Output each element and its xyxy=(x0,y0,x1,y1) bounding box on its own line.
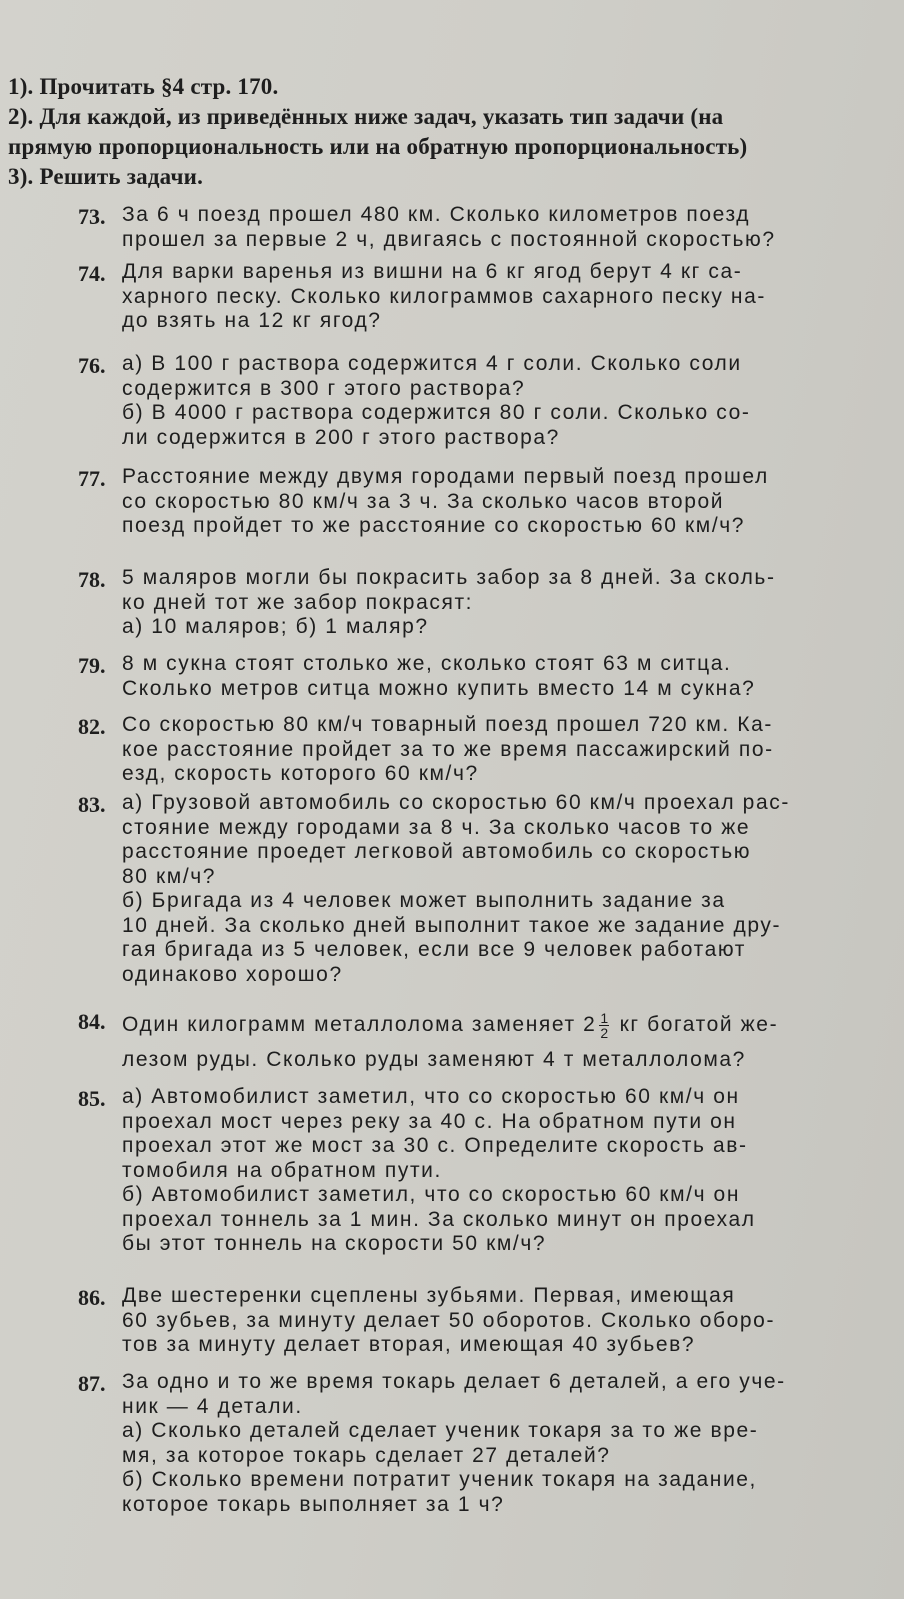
task-number: 86. xyxy=(78,1285,106,1310)
task-line: Со скоростью 80 км/ч товарный поезд прошел 720 км. Ка- xyxy=(122,713,773,736)
task-line: Для варки варенья из вишни на 6 кг ягод берут 4 кг са- xyxy=(122,260,743,283)
task-text xyxy=(122,465,882,539)
task-text xyxy=(122,1008,882,1073)
task-line: поезд пройдет то же расстояние со скоростью 60 км/ч? xyxy=(122,514,746,537)
task-text xyxy=(122,203,882,252)
task-line: а) В 100 г раствора содержится 4 г соли. Сколько соли xyxy=(122,352,742,375)
task-line: содержится в 300 г этого раствора? xyxy=(122,376,526,400)
task-line: б) Бригада из 4 человек может выполнить задание за xyxy=(122,889,726,912)
task-line: б) В 4000 г раствора содержится 80 г соли. Сколько со- xyxy=(122,401,751,424)
task-number: 74. xyxy=(78,261,106,286)
task-line: Две шестеренки сцеплены зубьями. Первая, имеющая xyxy=(122,1284,736,1307)
instruction-2-cont: прямую пропорциональность или на обратную пропорциональность) xyxy=(8,134,748,159)
task-line: Сколько метров ситца можно купить вместо 14 м сукна? xyxy=(122,676,756,700)
task-text xyxy=(122,260,882,334)
task-line: со скоростью 80 км/ч за 3 ч. За сколько часов второй xyxy=(122,489,725,513)
task-line: бы этот тоннель на скорости 50 км/ч? xyxy=(122,1232,547,1255)
task-number: 85. xyxy=(78,1086,106,1111)
task-number: 83. xyxy=(78,792,106,817)
task-number: 84. xyxy=(78,1009,106,1034)
task-line: б) Автомобилист заметил, что со скоростью 60 км/ч он xyxy=(122,1183,741,1206)
task-line: томобиля на обратном пути. xyxy=(122,1158,442,1182)
task-text xyxy=(122,566,882,640)
task-line: проехал мост через реку за 40 с. На обратном пути он xyxy=(122,1109,737,1133)
task-line: одинаково хорошо? xyxy=(122,962,343,986)
task-line: 8 м сукна стоят столько же, сколько стоят 63 м ситца. xyxy=(122,652,732,675)
task-line: ли содержится в 200 г этого раствора? xyxy=(122,425,560,449)
instruction-2: 2). Для каждой, из приведённых ниже задач, указать тип задачи (на xyxy=(8,104,724,129)
task-line: проехал этот же мост за 30 с. Определите скорость ав- xyxy=(122,1134,748,1157)
task-line: а) Автомобилист заметил, что со скоростью 60 км/ч он xyxy=(122,1085,740,1108)
task-line-part: Один килограмм металлолома заменяет 2 xyxy=(122,1013,597,1036)
task-line: мя, за которое токарь сделает 27 деталей? xyxy=(122,1443,611,1467)
assignment-header xyxy=(8,72,898,192)
task-line: ник — 4 детали. xyxy=(122,1394,303,1418)
task-line: стояние между городами за 8 ч. За сколько часов то же xyxy=(122,815,751,839)
task-line: 5 маляров могли бы покрасить забор за 8 дней. За сколь- xyxy=(122,566,776,589)
task-text xyxy=(122,791,882,987)
task-number: 76. xyxy=(78,353,106,378)
task-text xyxy=(122,1370,882,1517)
task-line: до взять на 12 кг ягод? xyxy=(122,309,382,332)
task-line-part: кг богатой же- xyxy=(619,1013,779,1036)
task-text xyxy=(122,652,882,701)
task-line: а) Грузовой автомобиль со скоростью 60 км/ч проехал рас- xyxy=(122,791,790,814)
task-line: За 6 ч поезд прошел 480 км. Сколько километров поезд xyxy=(122,203,751,226)
task-number: 78. xyxy=(78,567,106,592)
task-text xyxy=(122,1284,882,1358)
instruction-1: 1). Прочитать §4 стр. 170. xyxy=(8,74,279,99)
task-number: 87. xyxy=(78,1371,106,1396)
fraction-one-half xyxy=(599,1011,609,1040)
task-text xyxy=(122,713,882,787)
task-line: ко дней тот же забор покрасят: xyxy=(122,590,474,614)
task-line: 80 км/ч? xyxy=(122,864,217,888)
fraction-numerator: 1 xyxy=(600,1009,609,1026)
task-line: Расстояние между двумя городами первый поезд прошел xyxy=(122,465,769,488)
task-line: езд, скорость которого 60 км/ч? xyxy=(122,762,479,785)
task-text xyxy=(122,1085,882,1257)
task-line: которое токарь выполняет за 1 ч? xyxy=(122,1492,505,1516)
task-line: тов за минуту делает вторая, имеющая 40 зубьев? xyxy=(122,1333,696,1356)
task-line: проехал тоннель за 1 мин. За сколько минут он проехал xyxy=(122,1207,756,1231)
task-number: 73. xyxy=(78,204,106,229)
task-line: 60 зубьев, за минуту делает 50 оборотов. Сколько оборо- xyxy=(122,1308,776,1332)
task-line: харного песку. Сколько килограммов сахарного песку на- xyxy=(122,284,767,308)
task-line: лезом руды. Сколько руды заменяют 4 т металлолома? xyxy=(122,1048,746,1071)
task-number: 82. xyxy=(78,714,106,739)
task-line: За одно и то же время токарь делает 6 деталей, а его уче- xyxy=(122,1370,786,1393)
task-line: расстояние проедет легковой автомобиль со скоростью xyxy=(122,840,752,863)
instruction-3: 3). Решить задачи. xyxy=(8,164,204,189)
task-line xyxy=(122,1008,882,1042)
fraction-denominator: 2 xyxy=(600,1024,609,1041)
task-line: прошел за первые 2 ч, двигаясь с постоянной скоростью? xyxy=(122,227,776,251)
task-line: б) Сколько времени потратит ученик токаря на задание, xyxy=(122,1468,757,1491)
task-line: а) Сколько деталей сделает ученик токаря за то же вре- xyxy=(122,1419,759,1442)
task-number: 77. xyxy=(78,466,106,491)
task-line: гая бригада из 5 человек, если все 9 человек работают xyxy=(122,938,746,961)
task-line: кое расстояние пройдет за то же время пассажирский по- xyxy=(122,737,774,761)
task-line: 10 дней. За сколько дней выполнит такое же задание дру- xyxy=(122,913,782,937)
task-line: а) 10 маляров; б) 1 маляр? xyxy=(122,615,429,638)
task-number: 79. xyxy=(78,653,106,678)
task-text xyxy=(122,352,882,450)
